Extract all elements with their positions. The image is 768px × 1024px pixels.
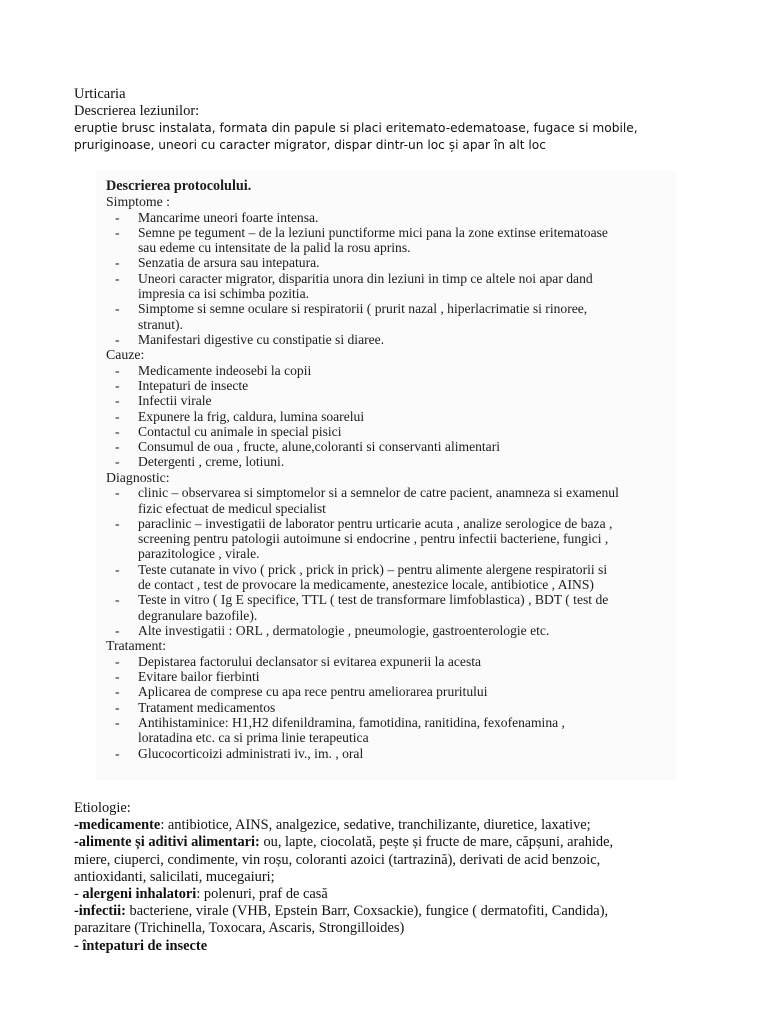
list-dash: - — [115, 653, 120, 669]
list-item — [106, 301, 619, 332]
list-item-line: loratadina etc. ca si prima linie terapeutica — [138, 730, 369, 746]
list-dash: - — [115, 515, 120, 531]
list-item-line: Expunere la frig, caldura, lumina soarelui — [138, 408, 365, 424]
list-dash: - — [115, 209, 120, 225]
inhalants-prefix: - — [74, 886, 83, 903]
symptoms-list — [106, 210, 619, 348]
list-item-line: Alte investigatii : ORL , dermatologie , pneumologie, gastroenterologie etc. — [138, 622, 550, 638]
foods-text-1: ou, lapte, ciocolată, pește și fructe de mare, căpșuni, arahide, — [259, 834, 614, 851]
list-dash: - — [115, 255, 120, 271]
list-item-line: Manifestari digestive cu constipatie si diaree. — [138, 331, 385, 347]
lesions-heading: Descrierea leziunilor: — [74, 103, 200, 119]
list-item — [106, 439, 619, 454]
list-item-line: Simptome si semne oculare si respiratorii ( prurit nazal , hiperlacrimatie si rinoree, — [138, 301, 588, 317]
list-item — [106, 332, 619, 347]
list-item-line: Detergenti , creme, lotiuni. — [138, 454, 285, 470]
list-item-line: Infectii virale — [138, 393, 212, 409]
foods-text-3: antioxidanti, salicilati, mucegaiuri; — [74, 868, 275, 885]
list-dash: - — [115, 439, 120, 455]
list-dash: - — [115, 362, 120, 378]
foods-label: -alimente și aditivi alimentari: — [74, 834, 260, 851]
list-item — [106, 592, 619, 623]
list-dash: - — [115, 270, 120, 286]
medications-label: -medicamente — [74, 817, 161, 834]
list-dash: - — [115, 377, 120, 393]
list-item — [106, 654, 619, 669]
list-item — [106, 378, 619, 393]
list-item — [106, 623, 619, 638]
list-dash: - — [115, 423, 120, 439]
etiology-section — [74, 800, 714, 955]
list-dash: - — [115, 592, 120, 608]
list-item — [106, 393, 619, 408]
doc-title: Urticaria — [74, 86, 126, 102]
list-item-line: Aplicarea de comprese cu apa rece pentru ameliorarea pruritului — [138, 684, 488, 700]
list-item — [106, 271, 619, 302]
inhalants-text: : polenuri, praf de casă — [196, 886, 328, 903]
diagnostic-heading: Diagnostic: — [106, 469, 170, 485]
etiology-insect-bites — [74, 938, 714, 955]
list-item-line: impresia ca isi schimba pozitia. — [138, 285, 310, 301]
list-item — [106, 485, 619, 516]
diagnostic-list — [106, 485, 619, 638]
lesions-desc-line2: pruriginoase, uneori cu caracter migrator, dispar dintr-un loc și apar în alt loc — [74, 138, 546, 152]
list-item-line: Tratament medicamentos — [138, 699, 276, 715]
list-item — [106, 746, 619, 761]
infections-text-2: parazitare (Trichinella, Toxocara, Ascaris, Strongilloides) — [74, 920, 405, 937]
etiology-heading: Etiologie: — [74, 800, 131, 816]
list-item-line: Contactul cu animale in special pisici — [138, 423, 342, 439]
symptoms-heading: Simptome : — [106, 194, 171, 209]
scanned-protocol-image — [96, 170, 676, 780]
list-item-line: Teste cutanate in vivo ( prick , prick in prick) – pentru alimente alergene respiratorii si — [138, 561, 608, 577]
etiology-inhalants — [74, 886, 714, 903]
scanned-protocol-text — [106, 178, 619, 761]
list-dash: - — [115, 454, 120, 470]
list-item-line: screening pentru patologii autoimune si endocrine , pentru infectii bacteriene, fungici , — [138, 531, 609, 547]
list-dash: - — [115, 622, 120, 638]
list-item-line: stranut). — [138, 316, 183, 332]
intro-section — [74, 86, 714, 154]
list-item — [106, 210, 619, 225]
infections-text-1: bacteriene, virale (VHB, Epstein Barr, Coxsackie), fungice ( dermatofiti, Candida), — [125, 903, 609, 920]
list-item — [106, 562, 619, 593]
list-item-line: fizic efectuat de medicul specialist — [138, 500, 326, 516]
list-item-line: Glucocorticoizi administrati iv., im. , oral — [138, 745, 364, 761]
list-item — [106, 516, 619, 562]
list-item-line: de contact , test de provocare la medicamente, anestezice locale, antibiotice , AINS) — [138, 577, 594, 593]
medications-text: : antibiotice, AINS, analgezice, sedative, tranchilizante, diuretice, laxative; — [160, 817, 591, 834]
list-dash: - — [115, 485, 120, 501]
causes-list — [106, 363, 619, 470]
list-item — [106, 255, 619, 270]
list-item — [106, 454, 619, 469]
list-item — [106, 424, 619, 439]
causes-heading: Cauze: — [106, 347, 145, 363]
list-item-line: Depistarea factorului declansator si evitarea expunerii la acesta — [138, 653, 482, 669]
list-item-line: Medicamente indeosebi la copii — [138, 362, 312, 378]
list-item-line: Uneori caracter migrator, disparitia unora din leziuni in timp ce altele noi apar dand — [138, 270, 593, 286]
inhalants-label: alergeni inhalatori — [82, 886, 197, 903]
list-dash: - — [115, 684, 120, 700]
list-dash: - — [115, 714, 120, 730]
list-item-line: Mancarime uneori foarte intensa. — [138, 209, 319, 225]
list-item-line: paraclinic – investigatii de laborator pentru urticarie acuta , analize serologice de baza , — [138, 515, 613, 531]
list-dash: - — [115, 561, 120, 577]
list-item-line: Semne pe tegument – de la leziuni punctiforme mici pana la zone extinse eritematoase — [138, 224, 608, 240]
list-item-line: Antihistaminice: H1,H2 difenildramina, famotidina, ranitidina, fexofenamina , — [138, 714, 565, 730]
list-item — [106, 700, 619, 715]
list-item-line: Teste in vitro ( Ig E specifice, TTL ( test de transformare limfoblastica) , BDT ( test de — [138, 592, 609, 608]
list-item-line: parazitologice , virale. — [138, 546, 260, 562]
list-item-line: degranulare bazofile). — [138, 607, 258, 623]
etiology-infections — [74, 903, 714, 920]
treatment-list — [106, 654, 619, 761]
list-item-line: Intepaturi de insecte — [138, 377, 249, 393]
list-item-line: sau edeme cu intensitate de la palid la rosu aprins. — [138, 240, 411, 256]
list-item — [106, 684, 619, 699]
list-dash: - — [115, 301, 120, 317]
infections-label: -infectii: — [74, 903, 126, 920]
list-item-line: Consumul de oua , fructe, alune,coloranti si conservanti alimentari — [138, 439, 501, 455]
list-item-line: clinic – observarea si simptomelor si a semnelor de catre pacient, anamneza si examenul — [138, 485, 619, 501]
list-dash: - — [115, 745, 120, 761]
list-item-line: Senzatia de arsura sau intepatura. — [138, 255, 320, 271]
lesions-desc-line1: eruptie brusc instalata, formata din papule si placi eritemato-edematoase, fugace si mobile, — [74, 121, 638, 135]
etiology-medications — [74, 817, 714, 834]
list-dash: - — [115, 408, 120, 424]
foods-text-2: miere, ciuperci, condimente, vin roșu, coloranti azoici (tartrazină), derivati de acid benzoic, — [74, 851, 601, 868]
list-dash: - — [115, 224, 120, 240]
list-dash: - — [115, 669, 120, 685]
list-dash: - — [115, 393, 120, 409]
list-item — [106, 363, 619, 378]
insect-bites-label: - întepaturi de insecte — [74, 937, 208, 954]
protocol-title: Descrierea protocolului. — [106, 178, 252, 194]
list-item — [106, 225, 619, 256]
list-item — [106, 669, 619, 684]
list-item-line: Evitare bailor fierbinti — [138, 669, 260, 685]
etiology-foods — [74, 834, 714, 851]
list-item — [106, 715, 619, 746]
treatment-heading: Tratament: — [106, 638, 167, 654]
list-item — [106, 409, 619, 424]
list-dash: - — [115, 699, 120, 715]
list-dash: - — [115, 331, 120, 347]
